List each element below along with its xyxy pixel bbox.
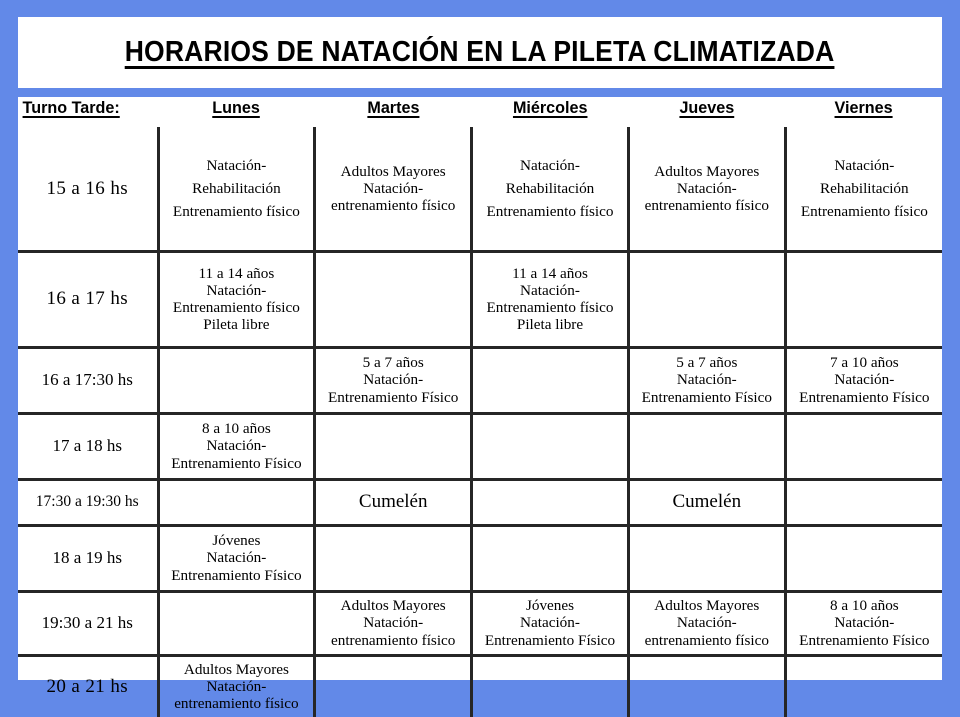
schedule-cell-martes bbox=[315, 251, 472, 347]
activity-line: 5 a 7 años bbox=[676, 354, 738, 372]
schedule-cell-jueves bbox=[628, 413, 785, 479]
activity-line: Entrenamiento físico bbox=[172, 299, 300, 316]
activity-line: Entrenamiento Físico bbox=[484, 631, 616, 649]
activity-text bbox=[161, 661, 313, 712]
activity-line: Entrenamiento Físico bbox=[799, 631, 930, 649]
activity-line: Natación- bbox=[520, 281, 580, 299]
time-slot-label: 16 a 17 hs bbox=[18, 251, 158, 347]
activity-line: 5 a 7 años bbox=[362, 354, 424, 372]
schedule-cell-jueves bbox=[628, 525, 785, 591]
schedule-cell-lunes bbox=[158, 591, 315, 655]
header-day-martes: Martes bbox=[367, 98, 420, 117]
time-slot-label: 17:30 a 19:30 hs bbox=[18, 479, 158, 525]
activity-line: Adultos Mayores bbox=[340, 162, 446, 180]
activity-line: Entrenamiento Físico bbox=[328, 388, 459, 406]
schedule-cell-lunes bbox=[158, 127, 315, 251]
activity-line: Natación- bbox=[206, 549, 267, 567]
activity-line: entrenamiento físico bbox=[644, 196, 769, 214]
activity-line: Rehabilitación bbox=[820, 179, 909, 197]
schedule-cell-jueves bbox=[628, 251, 785, 347]
activity-line: Entrenamiento Físico bbox=[171, 566, 302, 584]
activity-line: Entrenamiento Físico bbox=[171, 454, 302, 472]
activity-line: Adultos Mayores bbox=[654, 162, 760, 180]
table-row bbox=[18, 655, 942, 717]
activity-line: Jóvenes bbox=[212, 532, 261, 550]
schedule-cell-jueves bbox=[628, 655, 785, 717]
activity-line: Entrenamiento físico bbox=[486, 202, 614, 220]
schedule-cell-lunes bbox=[158, 479, 315, 525]
schedule-cell-lunes bbox=[158, 413, 315, 479]
schedule-cell-jueves bbox=[628, 479, 785, 525]
schedule-cell-viernes bbox=[785, 591, 942, 655]
activity-line: entrenamiento físico bbox=[644, 631, 769, 649]
activity-line: Natación- bbox=[834, 614, 895, 632]
activity-line: Pileta libre bbox=[203, 316, 270, 334]
header-row bbox=[18, 97, 942, 127]
header-turno-tarde: Turno Tarde: bbox=[22, 98, 120, 117]
schedule-cell-lunes bbox=[158, 347, 315, 413]
activity-line: Adultos Mayores bbox=[654, 597, 760, 615]
schedule-cell-jueves bbox=[628, 127, 785, 251]
schedule-cell-martes bbox=[315, 525, 472, 591]
schedule-cell-lunes bbox=[158, 251, 315, 347]
activity-line: Cumelén bbox=[358, 491, 428, 513]
activity-line: Jóvenes bbox=[525, 597, 575, 615]
schedule-cell-miercoles bbox=[472, 655, 629, 717]
activity-line: Natación- bbox=[834, 371, 895, 389]
activity-line: Entrenamiento físico bbox=[172, 202, 300, 220]
table-row bbox=[18, 591, 942, 655]
schedule-cell-miercoles bbox=[472, 479, 629, 525]
table-row bbox=[18, 127, 942, 251]
table-row bbox=[18, 525, 942, 591]
activity-text bbox=[317, 491, 469, 512]
activity-line: Rehabilitación bbox=[192, 179, 281, 197]
activity-text bbox=[788, 597, 941, 648]
header-day-viernes: Viernes bbox=[834, 98, 893, 117]
schedule-cell-miercoles bbox=[472, 525, 629, 591]
activity-text bbox=[631, 354, 783, 405]
header-day-lunes: Lunes bbox=[212, 98, 261, 117]
schedule-cell-viernes bbox=[785, 251, 942, 347]
activity-line: Natación- bbox=[676, 614, 737, 632]
time-slot-label: 18 a 19 hs bbox=[18, 525, 158, 591]
schedule-cell-lunes bbox=[158, 525, 315, 591]
schedule-cell-jueves bbox=[628, 591, 785, 655]
activity-line: 11 a 14 años bbox=[198, 264, 275, 282]
schedule-cell-martes bbox=[315, 655, 472, 717]
schedule-cell-martes bbox=[315, 479, 472, 525]
activity-line: Natación- bbox=[363, 614, 424, 632]
activity-line: Natación- bbox=[206, 281, 267, 299]
schedule-cell-miercoles bbox=[472, 127, 629, 251]
schedule-cell-miercoles bbox=[472, 591, 629, 655]
table-row bbox=[18, 251, 942, 347]
schedule-cell-viernes bbox=[785, 525, 942, 591]
activity-line: Natación- bbox=[206, 678, 267, 696]
activity-line: Natación- bbox=[206, 437, 267, 455]
activity-text bbox=[161, 265, 313, 333]
schedule-cell-lunes bbox=[158, 655, 315, 717]
activity-line: Natación- bbox=[676, 179, 737, 197]
activity-line: Entrenamiento físico bbox=[800, 202, 928, 220]
activity-text bbox=[788, 154, 941, 223]
activity-text bbox=[631, 163, 783, 214]
activity-text bbox=[317, 163, 469, 214]
table-header bbox=[18, 97, 942, 127]
activity-line: entrenamiento físico bbox=[330, 196, 456, 214]
activity-line: Entrenamiento Físico bbox=[641, 388, 772, 406]
header-day-jueves: Jueves bbox=[679, 98, 735, 117]
schedule-cell-martes bbox=[315, 347, 472, 413]
activity-text bbox=[161, 154, 313, 223]
activity-text bbox=[161, 420, 313, 471]
time-slot-label: 20 a 21 hs bbox=[18, 655, 158, 717]
activity-line: Adultos Mayores bbox=[340, 597, 446, 615]
activity-line: Natación- bbox=[206, 156, 267, 174]
activity-line: Natación- bbox=[520, 156, 580, 174]
schedule-cell-miercoles bbox=[472, 347, 629, 413]
schedule-cell-viernes bbox=[785, 413, 942, 479]
activity-line: Natación- bbox=[363, 179, 424, 197]
activity-text bbox=[317, 354, 469, 405]
activity-text bbox=[631, 491, 783, 512]
activity-line: Entrenamiento físico bbox=[486, 299, 614, 316]
schedule-cell-viernes bbox=[785, 655, 942, 717]
activity-line: entrenamiento físico bbox=[174, 695, 299, 713]
activity-text bbox=[474, 597, 626, 648]
schedule-cell-martes bbox=[315, 127, 472, 251]
time-slot-label: 19:30 a 21 hs bbox=[18, 591, 158, 655]
activity-line: 11 a 14 años bbox=[512, 264, 588, 282]
table-row bbox=[18, 413, 942, 479]
activity-text bbox=[317, 597, 469, 648]
schedule-cell-viernes bbox=[785, 347, 942, 413]
time-slot-label: 15 a 16 hs bbox=[46, 177, 129, 199]
activity-text bbox=[474, 265, 626, 333]
activity-line: Natación- bbox=[676, 371, 737, 389]
activity-line: entrenamiento físico bbox=[330, 631, 456, 649]
activity-line: Natación- bbox=[834, 156, 895, 174]
schedule-cell-martes bbox=[315, 591, 472, 655]
schedule-cell-jueves bbox=[628, 347, 785, 413]
activity-line: 7 a 10 años bbox=[829, 354, 899, 372]
activity-line: Natación- bbox=[520, 614, 580, 632]
title-banner bbox=[18, 17, 942, 88]
time-slot-label: 17 a 18 hs bbox=[18, 413, 158, 479]
time-slot-label: 16 a 17:30 hs bbox=[18, 347, 158, 413]
activity-line: Adultos Mayores bbox=[183, 661, 289, 679]
schedule-cell-viernes bbox=[785, 127, 942, 251]
schedule-table-panel bbox=[18, 97, 942, 713]
schedule-cell-miercoles bbox=[472, 413, 629, 479]
activity-line: Cumelén bbox=[672, 491, 742, 513]
activity-line: Natación- bbox=[363, 371, 424, 389]
activity-text bbox=[788, 354, 941, 405]
activity-line: 8 a 10 años bbox=[202, 420, 271, 438]
activity-text bbox=[474, 154, 626, 223]
schedule-cell-miercoles bbox=[472, 251, 629, 347]
activity-line: Pileta libre bbox=[516, 316, 584, 334]
activity-line: Rehabilitación bbox=[505, 179, 595, 197]
schedule-table bbox=[18, 97, 942, 717]
header-day-miercoles: Miércoles bbox=[512, 98, 588, 117]
activity-line: 8 a 10 años bbox=[829, 597, 899, 615]
schedule-cell-viernes bbox=[785, 479, 942, 525]
schedule-cell-martes bbox=[315, 413, 472, 479]
activity-text bbox=[161, 532, 313, 583]
table-row bbox=[18, 347, 942, 413]
activity-text bbox=[631, 597, 783, 648]
table-row bbox=[18, 479, 942, 525]
activity-line: Entrenamiento Físico bbox=[799, 388, 930, 406]
table-body bbox=[18, 127, 942, 717]
page-title: HORARIOS DE NATACIÓN EN LA PILETA CLIMATIZADA bbox=[125, 36, 835, 68]
